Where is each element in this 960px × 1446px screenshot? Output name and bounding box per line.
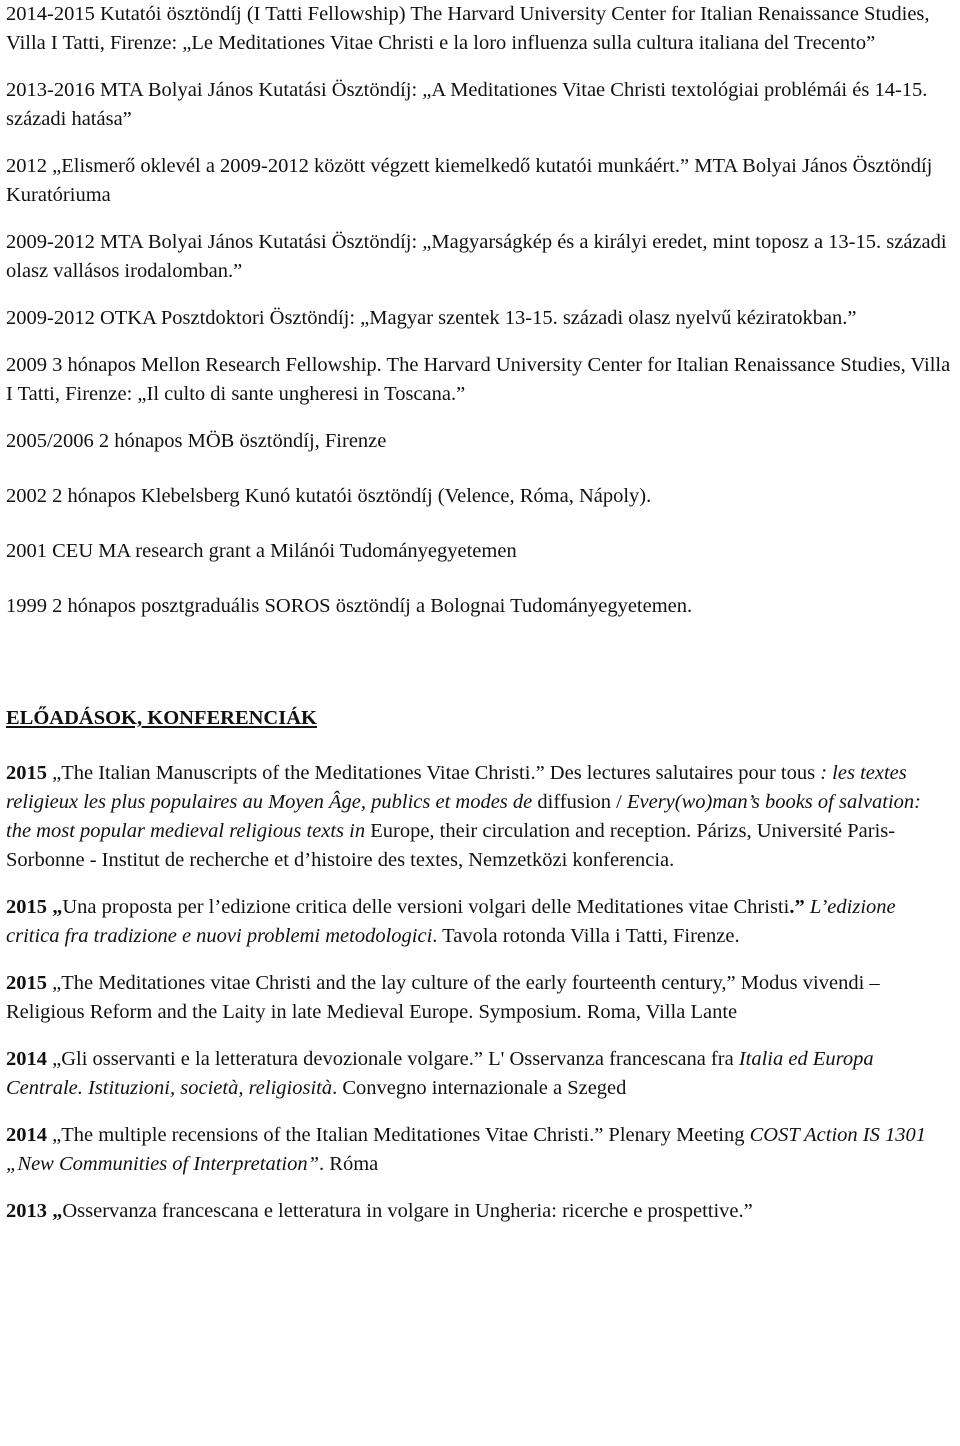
fellowship-entry: 2005/2006 2 hónapos MÖB ösztöndíj, Firenze — [6, 430, 387, 452]
talk-title: „The multiple recensions of the Italian Meditationes Vitae Christi.” — [47, 1124, 604, 1146]
talk-title: „Gli osservanti e la letteratura devozionale volgare.” — [47, 1048, 483, 1070]
fellowship-entry: 2009-2012 OTKA Posztdoktori Ösztöndíj: „Magyar szentek 13-15. századi olasz nyelvű kéziratokban.” — [6, 307, 857, 329]
fellowship-entry: 2009-2012 MTA Bolyai János Kutatási Ösztöndíj: „Magyarságkép és a királyi eredet, mint toposz a 13-15. századi olasz vallásos irodalomban.” — [6, 231, 947, 282]
fellowship-entry: 2014-2015 Kutatói ösztöndíj (I Tatti Fellowship) The Harvard University Center for Italian Renaissance Studies, Villa I Tatti, Firenze: „Le Meditationes Vitae Christi e la loro influenza sulla cultura italiana del Trecento” — [6, 3, 930, 54]
talk-entry — [6, 1121, 951, 1179]
talk-venue-italic: Every(wo)man’s books of salvation: the most popular medieval religious texts in — [6, 791, 921, 842]
talk-venue: Des lectures salutaires pour tous — [544, 762, 821, 784]
fellowship-entry: 2009 3 hónapos Mellon Research Fellowship. The Harvard University Center for Italian Renaissance Studies, Villa I Tatti, Firenze: „Il culto di sante ungheresi in Toscana.” — [6, 354, 951, 405]
talk-year: 2014 — [6, 1124, 47, 1146]
fellowship-entry: 2002 2 hónapos Klebelsberg Kunó kutatói ösztöndíj (Velence, Róma, Nápoly). — [6, 485, 652, 507]
talk-entry — [6, 1045, 951, 1103]
talk-quote-open: „ — [47, 1200, 63, 1222]
talk-venue: Europe, their circulation and reception. Párizs, Université Paris-Sorbonne - Institut de recherche et d’histoire des textes, Nemzetközi konferencia. — [6, 820, 896, 871]
talk-year: 2015 — [6, 762, 47, 784]
talk-quote-close: .” — [789, 896, 805, 918]
fellowship-entry: 2012 „Elismerő oklevél a 2009-2012 között végzett kiemelkedő kutatói munkáért.” MTA Bolyai János Ösztöndíj Kuratóriuma — [6, 155, 933, 206]
talk-entry — [6, 969, 951, 1027]
fellowship-entry: 2001 CEU MA research grant a Milánói Tudományegyetemen — [6, 540, 517, 562]
talk-text: „The Meditationes vitae Christi and the lay culture of the early fourteenth century,” Modus vivendi – Religious Reform and the Laity in late Medieval Europe. Symposium. Roma, Villa Lante — [6, 972, 880, 1023]
talk-venue: . Róma — [319, 1153, 379, 1175]
document-page — [6, 0, 951, 1226]
fellowship-entry: 1999 2 hónapos posztgraduális SOROS ösztöndíj a Bolognai Tudományegyetemen. — [6, 595, 693, 617]
talk-entry — [6, 759, 951, 875]
talk-venue: . Tavola rotonda Villa i Tatti, Firenze. — [432, 925, 740, 947]
talk-title: Una proposta per l’edizione critica delle versioni volgari delle Meditationes vitae Christi — [62, 896, 790, 918]
section-heading: ELŐADÁSOK, KONFERENCIÁK — [6, 707, 317, 729]
talk-year: 2013 — [6, 1200, 47, 1222]
talk-year: 2014 — [6, 1048, 47, 1070]
talk-venue-italic: : les textes religieux les plus populaires au Moyen Âge, publics et modes de — [6, 762, 907, 813]
talk-venue-italic: Italia ed Europa Centrale. Istituzioni, società, religiosità — [6, 1048, 874, 1099]
talk-year: 2015 — [6, 972, 47, 994]
talk-entry — [6, 1197, 951, 1226]
talk-venue-italic: L’edizione critica fra tradizione e nuovi problemi metodologici — [6, 896, 896, 947]
talk-title: „The Italian Manuscripts of the Meditationes Vitae Christi.” — [47, 762, 545, 784]
talk-venue: Plenary Meeting — [603, 1124, 750, 1146]
talk-venue: . Convegno internazionale a Szeged — [332, 1077, 627, 1099]
talk-venue: L' Osservanza francescana fra — [483, 1048, 739, 1070]
talk-entry — [6, 893, 951, 951]
talk-quote-open: „ — [47, 896, 63, 918]
fellowship-entry: 2013-2016 MTA Bolyai János Kutatási Ösztöndíj: „A Meditationes Vitae Christi textológiai problémái és 14-15. századi hatása” — [6, 79, 928, 130]
talk-title: Osservanza francescana e letteratura in volgare in Ungheria: ricerche e prospettive.” — [62, 1200, 753, 1222]
talk-venue-italic: COST Action IS 1301 „New Communities of Interpretation” — [6, 1124, 926, 1175]
talk-venue: diffusion / — [532, 791, 627, 813]
talk-year: 2015 — [6, 896, 47, 918]
